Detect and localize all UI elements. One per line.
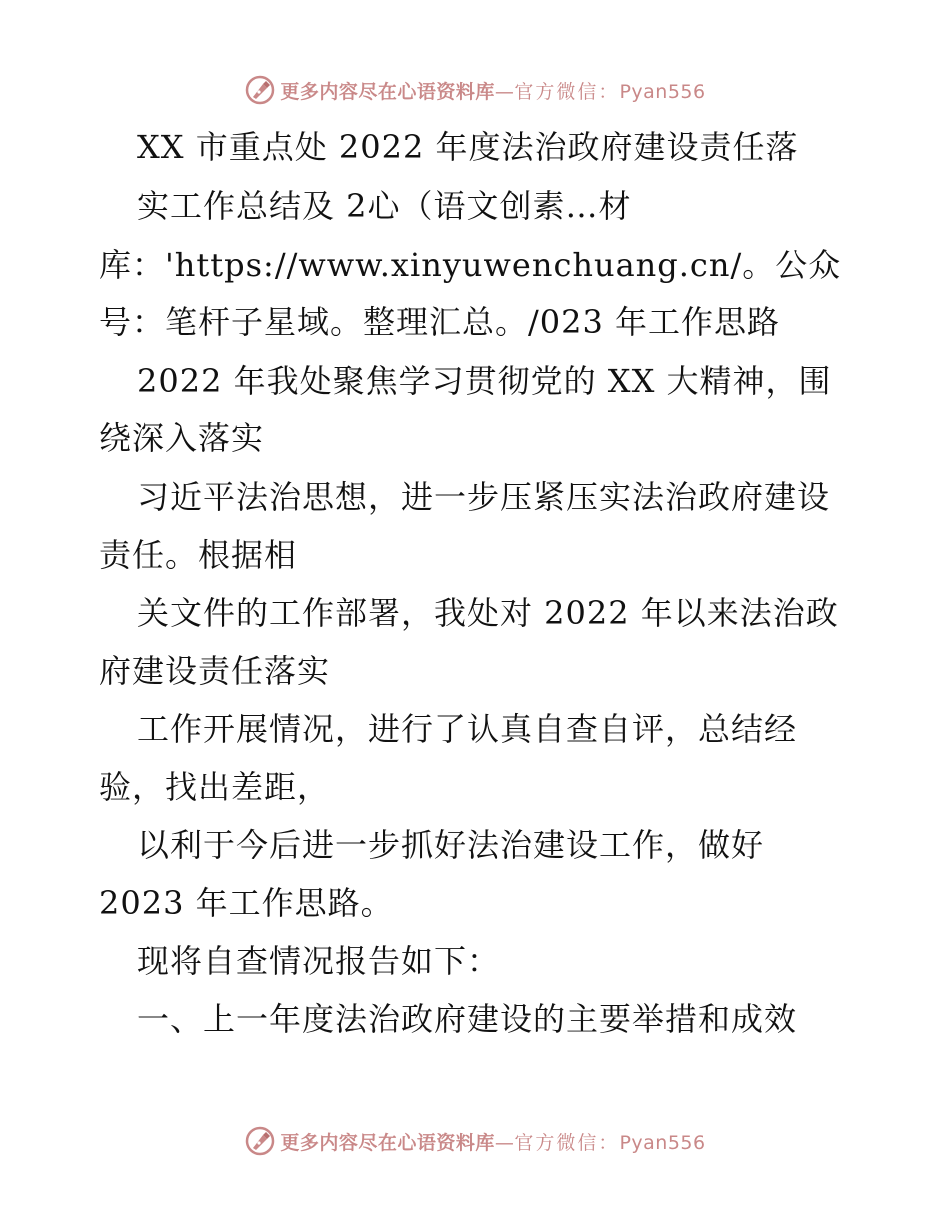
- paragraph-line: 习近平法治思想，进一步压紧压实法治政府建设: [137, 478, 831, 516]
- watermark-wechat-label: 官方微信：: [514, 80, 620, 103]
- paragraph-line: 验，找出差距，: [99, 768, 331, 806]
- fountain-pen-circle-icon: [244, 74, 276, 106]
- fountain-pen-circle-icon: [244, 1125, 276, 1157]
- paragraph-line: 以利于今后进一步抓好法治建设工作，做好: [137, 826, 765, 864]
- paragraph-line: 责任。根据相: [99, 536, 298, 574]
- header-watermark: [0, 70, 950, 110]
- watermark-dash: —: [494, 80, 515, 103]
- section-heading: 一、上一年度法治政府建设的主要举措和成效: [137, 1000, 798, 1038]
- watermark-wechat-label: 官方微信：: [514, 1131, 620, 1154]
- paragraph-line: 现将自查情况报告如下：: [137, 942, 501, 980]
- title-line-4: 号：笔杆子星域。整理汇总。/023 年工作思路: [99, 303, 781, 341]
- paragraph-line: 府建设责任落实: [99, 652, 331, 690]
- paragraph-line: 2023 年工作思路。: [99, 884, 394, 922]
- paragraph-line: 绕深入落实: [99, 419, 265, 457]
- title-line-3: 库：'https://www.xinyuwenchuang.cn/。公众: [99, 246, 842, 284]
- title-line-2: 实工作总结及 2心（语文创素…材: [137, 187, 632, 225]
- watermark-wechat-id: Pyan556: [619, 1131, 706, 1154]
- paragraph-line: 2022 年我处聚焦学习贯彻党的 XX 大精神，围: [137, 362, 832, 400]
- watermark-wechat-id: Pyan556: [619, 80, 706, 103]
- footer-watermark: [0, 1121, 950, 1161]
- paragraph-line: 工作开展情况，进行了认真自查自评，总结经: [137, 710, 798, 748]
- watermark-site-name: 更多内容尽在心语资料库: [280, 1131, 495, 1154]
- paragraph-line: 关文件的工作部署，我处对 2022 年以来法治政: [137, 594, 839, 632]
- watermark-site-name: 更多内容尽在心语资料库: [280, 80, 495, 103]
- title-line-1: XX 市重点处 2022 年度法治政府建设责任落: [137, 128, 799, 166]
- watermark-dash: —: [494, 1131, 515, 1154]
